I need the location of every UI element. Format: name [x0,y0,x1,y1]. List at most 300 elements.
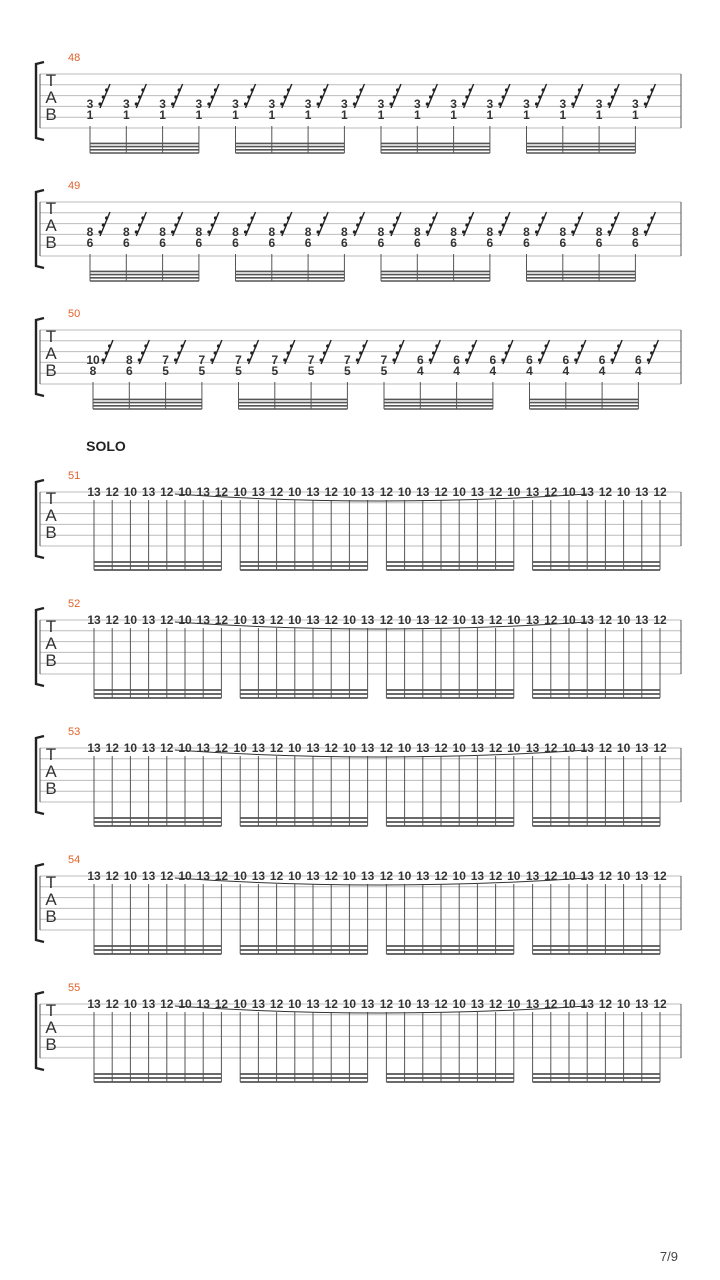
strum-dot [138,358,141,361]
solo-fret-number: 13 [141,869,156,883]
solo-fret-number: 13 [87,741,101,755]
strum-dot [317,230,320,233]
strum-dot [359,351,362,354]
strum-dot [617,344,620,347]
chord-fret-upper: 3 [122,97,130,111]
solo-fret-number: 13 [251,485,266,499]
solo-fret-number: 13 [580,613,594,627]
strum-dot [356,358,359,361]
solo-fret-number: 12 [434,613,448,627]
solo-fret-number: 13 [141,997,156,1011]
solo-fret-number: 13 [525,485,540,499]
chord-fret-upper: 8 [122,225,130,239]
chord-fret-lower: 6 [486,236,494,250]
solo-fret-number: 13 [525,997,540,1011]
solo-fret-number: 10 [233,613,247,627]
solo-fret-number: 10 [233,741,247,755]
strum-dot [211,223,214,226]
solo-fret-number: 12 [105,485,119,499]
chord-fret-lower: 4 [562,364,570,378]
strum-dot [323,351,326,354]
chord-fret-lower: 5 [271,364,279,378]
chord-fret-upper: 6 [489,353,497,367]
strum-dot [393,223,396,226]
solo-fret-number: 10 [507,485,521,499]
solo-fret-number: 12 [324,485,338,499]
solo-fret-number: 12 [544,869,558,883]
measure-number: 52 [68,598,81,610]
chord-fret-upper: 3 [159,97,166,111]
solo-fret-number: 12 [269,997,284,1011]
strum-dot [614,216,617,219]
chord-fret-lower: 5 [307,364,315,378]
strum-dot [323,216,326,219]
solo-fret-number: 13 [251,741,266,755]
chord-fret-lower: 1 [632,108,639,122]
solo-fret-number: 12 [434,485,448,499]
solo-fret-number: 10 [452,613,466,627]
solo-fret-number: 12 [105,869,119,883]
tab-clef-letter: B [45,779,57,798]
strum-dot [247,358,250,361]
strum-dot [244,230,247,233]
chord-fret-lower: 4 [453,364,460,378]
chord-fret-lower: 1 [304,108,312,122]
strum-dot [280,102,283,105]
solo-fret-number: 10 [178,869,192,883]
solo-fret-number: 12 [379,613,394,627]
solo-fret-number: 10 [397,869,412,883]
strum-dot [426,102,429,105]
chord-fret-upper: 3 [86,97,94,111]
chord-fret-upper: 7 [198,353,206,367]
strum-dot [207,102,210,105]
chord-fret-upper: 8 [632,225,639,239]
solo-fret-number: 12 [160,613,174,627]
solo-fret-number: 12 [269,741,284,755]
strum-dot [138,95,141,98]
strum-dot [217,344,220,347]
solo-fret-number: 13 [306,741,320,755]
chord-fret-lower: 5 [380,364,388,378]
strum-dot [353,230,356,233]
chord-fret-lower: 4 [635,364,642,378]
chord-fret-lower: 1 [195,108,203,122]
solo-fret-number: 10 [616,741,631,755]
strum-dot [611,223,614,226]
chord-fret-lower: 1 [559,108,567,122]
solo-fret-number: 13 [306,997,320,1011]
strum-dot [538,223,541,226]
solo-fret-number: 13 [580,485,594,499]
solo-fret-number: 13 [196,997,210,1011]
solo-fret-number: 12 [598,741,613,755]
strum-dot [210,358,213,361]
chord-fret-upper: 8 [413,225,421,239]
solo-fret-number: 13 [580,997,594,1011]
chord-fret-upper: 3 [232,97,239,111]
solo-fret-number: 10 [562,613,576,627]
chord-fret-upper: 8 [450,225,457,239]
strum-dot [138,223,141,226]
chord-fret-lower: 5 [235,364,242,378]
strum-dot [614,88,617,91]
solo-fret-number: 12 [488,741,503,755]
strum-dot [174,223,177,226]
strum-dot [571,102,574,105]
strum-dot [611,95,614,98]
tab-system-49 [36,180,681,281]
solo-fret-number: 10 [397,997,412,1011]
chord-fret-upper: 3 [341,97,348,111]
solo-fret-number: 12 [653,613,667,627]
solo-fret-number: 12 [269,613,284,627]
solo-fret-number: 12 [598,613,613,627]
strum-dot [283,358,286,361]
tab-clef-letter: T [45,489,57,508]
solo-fret-number: 12 [269,869,284,883]
chord-fret-lower: 6 [304,236,312,250]
strum-dot [462,230,465,233]
solo-fret-number: 13 [470,997,485,1011]
chord-fret-upper: 8 [86,225,94,239]
solo-fret-number: 10 [562,741,576,755]
strum-dot [574,358,577,361]
strum-dot [538,95,541,98]
strum-dot [174,95,177,98]
strum-dot [207,230,210,233]
strum-dot [535,230,538,233]
solo-fret-number: 13 [470,741,485,755]
strum-dot [465,95,468,98]
tab-clef-letter: B [45,361,57,380]
strum-dot [287,351,290,354]
chord-fret-lower: 5 [162,364,169,378]
strum-dot [647,223,650,226]
strum-dot [502,223,505,226]
solo-fret-number: 13 [251,613,266,627]
tab-clef-letter: A [45,216,57,235]
solo-fret-number: 12 [653,485,667,499]
strum-dot [141,351,144,354]
solo-fret-number: 10 [233,485,247,499]
solo-fret-number: 12 [324,613,338,627]
strum-dot [501,358,504,361]
strum-dot [247,223,250,226]
solo-fret-number: 12 [269,485,284,499]
solo-fret-number: 13 [416,485,430,499]
chord-fret-lower: 1 [523,108,530,122]
strum-dot [469,216,472,219]
strum-dot [469,88,472,91]
solo-fret-number: 10 [123,485,138,499]
strum-dot [429,223,432,226]
solo-fret-number: 13 [580,869,594,883]
chord-fret-lower: 1 [377,108,385,122]
chord-fret-lower: 5 [344,364,351,378]
strum-dot [575,223,578,226]
strum-dot [432,216,435,219]
chord-fret-lower: 6 [86,236,94,250]
strum-dot [320,223,323,226]
chord-fret-upper: 8 [595,225,603,239]
solo-fret-number: 10 [452,741,466,755]
solo-fret-number: 13 [306,613,320,627]
strum-dot [287,216,290,219]
strum-dot [323,88,326,91]
tab-clef-letter: T [45,1001,57,1020]
strum-dot [393,95,396,98]
strum-dot [320,95,323,98]
chord-fret-lower: 6 [377,236,385,250]
solo-fret-number: 12 [544,613,558,627]
chord-fret-upper: 6 [562,353,570,367]
strum-dot [317,102,320,105]
solo-fret-number: 10 [452,869,466,883]
tab-clef-letter: B [45,523,57,542]
strum-dot [247,95,250,98]
solo-fret-number: 13 [635,485,649,499]
strum-dot [141,88,144,91]
solo-fret-number: 13 [580,741,594,755]
solo-fret-number: 10 [342,741,357,755]
tab-system-53 [36,726,681,826]
strum-dot [578,216,581,219]
solo-fret-number: 10 [397,741,412,755]
strum-dot [508,344,511,347]
chord-fret-upper: 3 [450,97,457,111]
strum-dot [362,344,365,347]
strum-dot [280,230,283,233]
solo-fret-number: 13 [635,997,649,1011]
chord-fret-lower: 1 [159,108,166,122]
tab-clef-letter: T [45,199,57,218]
strum-dot [102,95,105,98]
solo-fret-number: 12 [488,485,503,499]
strum-dot [578,351,581,354]
solo-fret-number: 12 [379,997,394,1011]
strum-dot [647,358,650,361]
strum-dot [353,102,356,105]
chord-fret-upper: 8 [341,225,348,239]
strum-dot [105,351,108,354]
solo-fret-number: 12 [434,997,448,1011]
strum-dot [542,216,545,219]
strum-dot [644,102,647,105]
strum-dot [174,358,177,361]
solo-fret-number: 12 [488,997,503,1011]
chord-fret-upper: 7 [307,353,315,367]
chord-fret-upper: 6 [598,353,606,367]
chord-fret-upper: 3 [304,97,312,111]
chord-fret-upper: 3 [413,97,421,111]
solo-fret-number: 13 [470,613,485,627]
solo-fret-number: 13 [306,869,320,883]
solo-fret-number: 10 [562,869,576,883]
chord-fret-upper: 10 [86,353,100,367]
strum-dot [214,351,217,354]
strum-dot [535,102,538,105]
chord-fret-lower: 6 [125,364,133,378]
solo-fret-number: 10 [397,485,412,499]
solo-fret-number: 13 [416,613,430,627]
strum-dot [465,223,468,226]
tab-clef-letter: A [45,890,57,909]
solo-fret-number: 12 [160,741,174,755]
solo-fret-number: 10 [288,869,302,883]
tab-clef-letter: T [45,327,57,346]
solo-fret-number: 13 [525,741,540,755]
strum-dot [608,230,611,233]
solo-fret-number: 10 [562,997,576,1011]
strum-dot [326,344,329,347]
chord-fret-upper: 6 [453,353,460,367]
chord-fret-upper: 3 [195,97,203,111]
chord-fret-upper: 7 [380,353,388,367]
solo-fret-number: 12 [544,997,558,1011]
chord-fret-lower: 1 [450,108,457,122]
solo-fret-number: 12 [160,485,174,499]
strum-dot [462,102,465,105]
chord-fret-lower: 6 [341,236,348,250]
strum-dot [356,95,359,98]
chord-fret-upper: 8 [559,225,567,239]
solo-fret-number: 13 [360,485,375,499]
solo-fret-number: 12 [105,741,119,755]
strum-dot [505,88,508,91]
solo-fret-number: 12 [214,869,229,883]
tab-clef-letter: B [45,1035,57,1054]
solo-fret-number: 13 [87,869,101,883]
tab-clef-letter: T [45,745,57,764]
strum-dot [102,223,105,226]
chord-fret-lower: 6 [159,236,166,250]
tab-clef-letter: A [45,1018,57,1037]
chord-fret-lower: 6 [450,236,457,250]
solo-fret-number: 12 [434,869,448,883]
strum-dot [105,88,108,91]
tab-clef-letter: A [45,634,57,653]
chord-fret-lower: 1 [341,108,348,122]
strum-dot [101,358,104,361]
solo-fret-number: 13 [360,997,375,1011]
solo-fret-number: 13 [360,613,375,627]
chord-fret-lower: 4 [598,364,606,378]
solo-fret-number: 13 [87,485,101,499]
solo-fret-number: 13 [416,997,430,1011]
solo-fret-number: 10 [562,485,576,499]
chord-fret-upper: 8 [486,225,494,239]
chord-fret-upper: 8 [268,225,276,239]
strum-dot [432,88,435,91]
strum-dot [214,88,217,91]
chord-fret-upper: 8 [125,353,133,367]
strum-dot [98,102,101,105]
chord-fret-lower: 4 [489,364,497,378]
chord-fret-lower: 1 [595,108,603,122]
strum-dot [468,351,471,354]
strum-dot [211,95,214,98]
strum-dot [614,351,617,354]
solo-fret-number: 13 [141,741,156,755]
strum-dot [141,216,144,219]
solo-fret-number: 10 [288,485,302,499]
tab-clef-letter: T [45,71,57,90]
solo-fret-number: 10 [233,869,247,883]
strum-dot [177,351,180,354]
solo-fret-number: 13 [360,869,375,883]
solo-fret-number: 12 [598,997,613,1011]
strum-dot [472,344,475,347]
chord-fret-upper: 8 [159,225,166,239]
solo-fret-number: 12 [324,997,338,1011]
solo-fret-number: 12 [214,613,229,627]
solo-fret-number: 12 [598,869,613,883]
chord-fret-lower: 4 [416,364,424,378]
solo-fret-number: 10 [452,997,466,1011]
solo-fret-number: 10 [178,485,192,499]
solo-fret-number: 13 [196,869,210,883]
tab-system-50 [36,308,681,409]
solo-fret-number: 12 [379,485,394,499]
chord-fret-lower: 1 [122,108,130,122]
solo-fret-number: 10 [616,613,631,627]
chord-fret-lower: 6 [232,236,239,250]
chord-fret-upper: 3 [486,97,494,111]
solo-fret-number: 12 [434,741,448,755]
strum-dot [359,88,362,91]
chord-fret-lower: 1 [486,108,494,122]
solo-fret-number: 10 [123,613,138,627]
chord-fret-lower: 6 [413,236,421,250]
strum-dot [254,344,257,347]
strum-dot [650,216,653,219]
strum-dot [571,230,574,233]
solo-fret-number: 12 [160,869,174,883]
strum-dot [250,351,253,354]
chord-fret-upper: 8 [377,225,385,239]
strum-dot [251,88,254,91]
strum-dot [581,344,584,347]
strum-dot [650,351,653,354]
solo-fret-number: 13 [251,869,266,883]
strum-dot [465,358,468,361]
strum-dot [178,88,181,91]
chord-fret-upper: 6 [526,353,533,367]
chord-fret-upper: 8 [304,225,312,239]
solo-fret-number: 13 [251,997,266,1011]
strum-dot [396,88,399,91]
strum-dot [653,344,656,347]
chord-fret-lower: 6 [195,236,203,250]
strum-dot [284,223,287,226]
tab-clef-letter: B [45,907,57,926]
chord-fret-lower: 5 [198,364,206,378]
tab-clef-letter: T [45,617,57,636]
tab-system-55 [36,982,681,1082]
chord-fret-upper: 3 [377,97,385,111]
solo-fret-number: 10 [342,869,357,883]
chord-fret-lower: 6 [595,236,603,250]
strum-dot [98,230,101,233]
strum-dot [244,102,247,105]
chord-fret-upper: 8 [195,225,203,239]
solo-fret-number: 13 [196,741,210,755]
solo-fret-number: 10 [507,869,521,883]
solo-fret-number: 12 [544,741,558,755]
solo-fret-number: 12 [105,613,119,627]
solo-fret-number: 13 [360,741,375,755]
